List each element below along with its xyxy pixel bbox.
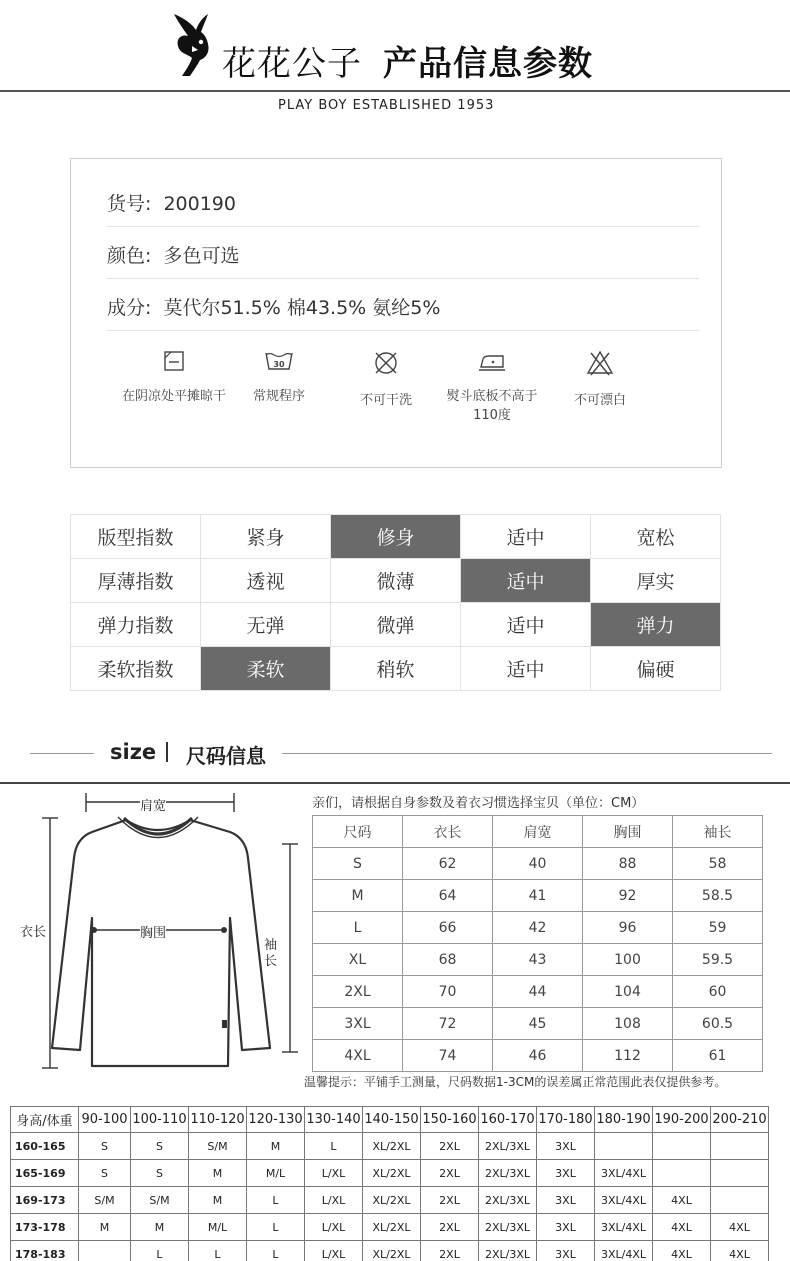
size-chart-cell: 58.5 <box>673 880 763 912</box>
size-chart-cell: 88 <box>583 848 673 880</box>
size-chart-cell: 72 <box>403 1008 493 1040</box>
care-label: 在阴凉处平摊晾干 <box>121 389 226 404</box>
size-chart-row <box>313 1008 763 1040</box>
care-label: 不可漂白 <box>573 393 626 408</box>
recommend-size-cell: L <box>247 1214 305 1241</box>
recommend-header-cell: 180-190 <box>595 1107 653 1133</box>
size-chart-cell: 112 <box>583 1040 673 1072</box>
recommend-size-cell: 3XL <box>537 1133 595 1160</box>
care-item-flat-dry <box>119 349 229 406</box>
recommend-size-cell <box>711 1187 769 1214</box>
size-chart-cell: M <box>313 880 403 912</box>
care-label: 常规程序 <box>252 389 305 404</box>
recommend-size-cell: 4XL <box>653 1187 711 1214</box>
recommend-size-cell: S <box>131 1160 189 1187</box>
recommend-size-cell: 3XL <box>537 1160 595 1187</box>
recommend-size-cell: M <box>189 1187 247 1214</box>
recommend-size-cell: L/XL <box>305 1241 363 1261</box>
recommend-size-cell <box>653 1133 711 1160</box>
size-chart-cell: 60.5 <box>673 1008 763 1040</box>
care-item-no-bleach <box>545 349 655 410</box>
recommend-header-cell: 150-160 <box>421 1107 479 1133</box>
recommend-size-cell: 2XL <box>421 1187 479 1214</box>
recommend-size-cell: 3XL/4XL <box>595 1214 653 1241</box>
size-chart-cell: XL <box>313 944 403 976</box>
size-chart-row <box>313 912 763 944</box>
recommend-size-cell: M <box>131 1214 189 1241</box>
index-option: 透视 <box>201 559 331 603</box>
index-option: 偏硬 <box>591 647 721 691</box>
size-chart-cell: 100 <box>583 944 673 976</box>
index-option: 适中 <box>461 603 591 647</box>
recommend-size-cell: 2XL <box>421 1214 479 1241</box>
size-chart-cell: 92 <box>583 880 673 912</box>
recommend-size-cell: 2XL <box>421 1133 479 1160</box>
recommend-header-cell: 100-110 <box>131 1107 189 1133</box>
recommend-size-cell: M <box>189 1160 247 1187</box>
recommend-header <box>11 1107 769 1133</box>
product-info-box <box>70 158 722 468</box>
recommend-header-cell: 190-200 <box>653 1107 711 1133</box>
recommend-size-cell: M <box>247 1133 305 1160</box>
wash-temperature: 30 <box>273 360 285 369</box>
shirt-outline <box>52 820 270 1066</box>
established-text: PLAY BOY ESTABLISHED 1953 <box>278 98 495 113</box>
index-option-selected: 修身 <box>331 515 461 559</box>
recommend-size-cell: XL/2XL <box>363 1133 421 1160</box>
size-chart-row <box>313 976 763 1008</box>
material-row <box>107 293 699 320</box>
size-chart-cell: 44 <box>493 976 583 1008</box>
recommend-size-cell <box>711 1160 769 1187</box>
recommend-size-cell: S <box>131 1133 189 1160</box>
item-number-row <box>107 189 699 216</box>
size-chart-row <box>313 1040 763 1072</box>
title-line-right <box>282 753 772 754</box>
size-chart-header-cell: 衣长 <box>403 816 493 848</box>
recommend-height-cell: 169-173 <box>11 1187 79 1214</box>
recommend-size-cell: S/M <box>131 1187 189 1214</box>
recommend-header-cell: 身高/体重 <box>11 1107 79 1133</box>
index-row <box>71 647 721 691</box>
index-option: 紧身 <box>201 515 331 559</box>
size-section-title <box>0 734 790 774</box>
size-chart-cell: 59.5 <box>673 944 763 976</box>
recommend-size-cell: S <box>79 1133 131 1160</box>
index-option: 宽松 <box>591 515 721 559</box>
recommend-size-cell: L <box>305 1133 363 1160</box>
size-chart-row <box>313 848 763 880</box>
item-number-value: 200190 <box>163 193 236 215</box>
index-option-selected: 柔软 <box>201 647 331 691</box>
index-option-selected: 弹力 <box>591 603 721 647</box>
recommend-size-cell <box>79 1241 131 1261</box>
length-label: 衣长 <box>20 921 46 940</box>
size-chart-row <box>313 880 763 912</box>
page-title: 产品信息参数 <box>383 44 593 84</box>
recommend-size-cell: L/XL <box>305 1187 363 1214</box>
size-chart-table <box>312 815 763 1072</box>
color-value: 多色可选 <box>163 245 240 267</box>
size-chart-cell: 41 <box>493 880 583 912</box>
no-dry-clean-icon <box>372 349 400 377</box>
size-chart-cell: 68 <box>403 944 493 976</box>
recommend-size-cell: L <box>189 1241 247 1261</box>
recommend-row <box>11 1187 769 1214</box>
recommend-header-cell: 90-100 <box>79 1107 131 1133</box>
recommend-size-cell: 2XL/3XL <box>479 1133 537 1160</box>
flat-dry-shade-icon <box>162 349 186 373</box>
size-chart-header-cell: 袖长 <box>673 816 763 848</box>
size-chart-cell: 45 <box>493 1008 583 1040</box>
size-title-cn: 尺码信息 <box>186 744 266 768</box>
recommend-size-cell: L/XL <box>305 1214 363 1241</box>
recommend-size-cell: 2XL <box>421 1160 479 1187</box>
recommend-size-cell: L <box>247 1241 305 1261</box>
recommend-size-cell: 2XL/3XL <box>479 1241 537 1261</box>
info-divider <box>107 226 699 227</box>
index-label: 厚薄指数 <box>71 559 201 603</box>
recommend-size-cell: 2XL <box>421 1241 479 1261</box>
index-label: 柔软指数 <box>71 647 201 691</box>
title-separator <box>166 742 168 762</box>
recommend-size-cell: 4XL <box>711 1214 769 1241</box>
chest-label: 胸围 <box>140 922 166 941</box>
info-divider <box>107 330 699 331</box>
size-chart-cell: 42 <box>493 912 583 944</box>
recommend-height-cell: 165-169 <box>11 1160 79 1187</box>
recommend-size-cell: XL/2XL <box>363 1214 421 1241</box>
recommend-size-cell: S <box>79 1160 131 1187</box>
recommend-size-cell: L/XL <box>305 1160 363 1187</box>
recommend-size-cell: 3XL <box>537 1241 595 1261</box>
material-label: 成分: <box>107 297 152 319</box>
recommend-size-cell: 4XL <box>711 1241 769 1261</box>
iron-low-icon <box>477 349 507 373</box>
recommend-height-cell: 178-183 <box>11 1241 79 1261</box>
index-option: 稍软 <box>331 647 461 691</box>
care-item-no-dry-clean <box>331 349 441 410</box>
care-item-iron <box>437 349 547 425</box>
recommend-size-cell: S/M <box>79 1187 131 1214</box>
section-divider <box>0 782 790 784</box>
size-title-en: size <box>110 740 157 764</box>
info-divider <box>107 278 699 279</box>
size-chart-cell: L <box>313 912 403 944</box>
care-label: 不可干洗 <box>359 393 412 408</box>
recommend-size-cell <box>653 1160 711 1187</box>
care-item-wash <box>224 349 334 406</box>
recommend-size-cell <box>595 1133 653 1160</box>
size-chart-cell: 66 <box>403 912 493 944</box>
brand-name: 花花公子 <box>222 44 362 84</box>
measurement-tip: 温馨提示：平铺手工测量，尺码数据1-3CM的误差属正常范围此表仅提供参考。 <box>304 1075 727 1089</box>
recommend-size-cell: M/L <box>189 1214 247 1241</box>
size-chart-cell: 62 <box>403 848 493 880</box>
recommend-size-cell: M/L <box>247 1160 305 1187</box>
recommend-header-cell: 140-150 <box>363 1107 421 1133</box>
recommend-row <box>11 1214 769 1241</box>
playboy-bunny-logo-icon <box>168 12 218 82</box>
material-value: 莫代尔51.5% 棉43.5% 氨纶5% <box>163 297 441 319</box>
recommend-header-cell: 120-130 <box>247 1107 305 1133</box>
recommend-header-cell: 130-140 <box>305 1107 363 1133</box>
recommend-row <box>11 1133 769 1160</box>
recommend-row <box>11 1241 769 1261</box>
index-option: 无弹 <box>201 603 331 647</box>
size-chart-cell: 104 <box>583 976 673 1008</box>
recommend-size-cell: 4XL <box>653 1214 711 1241</box>
recommend-size-cell: 2XL/3XL <box>479 1160 537 1187</box>
size-chart-cell: 108 <box>583 1008 673 1040</box>
fit-index-table <box>70 514 721 691</box>
title-line-left <box>30 753 94 754</box>
recommend-size-cell: XL/2XL <box>363 1241 421 1261</box>
shirt-tag <box>222 1020 227 1028</box>
recommend-header-cell: 200-210 <box>711 1107 769 1133</box>
size-chart-cell: 46 <box>493 1040 583 1072</box>
recommend-size-cell: 4XL <box>653 1241 711 1261</box>
size-chart-cell: 70 <box>403 976 493 1008</box>
size-chart-cell: 59 <box>673 912 763 944</box>
recommend-size-cell: 3XL <box>537 1187 595 1214</box>
size-chart-cell: S <box>313 848 403 880</box>
recommend-size-cell <box>711 1133 769 1160</box>
no-bleach-icon <box>585 349 615 377</box>
recommend-size-cell: L <box>131 1241 189 1261</box>
recommend-size-cell: 2XL/3XL <box>479 1187 537 1214</box>
care-label: 熨斗底板不高于110度 <box>446 389 538 423</box>
recommend-header-cell: 160-170 <box>479 1107 537 1133</box>
index-row <box>71 515 721 559</box>
size-chart-header-cell: 胸围 <box>583 816 673 848</box>
recommend-size-cell: M <box>79 1214 131 1241</box>
index-label: 版型指数 <box>71 515 201 559</box>
header-divider <box>0 90 790 92</box>
size-chart-cell: 74 <box>403 1040 493 1072</box>
recommend-size-cell: S/M <box>189 1133 247 1160</box>
recommend-header-cell: 110-120 <box>189 1107 247 1133</box>
size-chart-cell: 61 <box>673 1040 763 1072</box>
recommend-size-cell: 3XL <box>537 1214 595 1241</box>
size-chart-cell: 96 <box>583 912 673 944</box>
recommend-size-cell: 2XL/3XL <box>479 1214 537 1241</box>
size-chart-cell: 4XL <box>313 1040 403 1072</box>
size-chart-cell: 2XL <box>313 976 403 1008</box>
index-option: 微薄 <box>331 559 461 603</box>
wash-30-icon <box>264 349 294 373</box>
index-row <box>71 559 721 603</box>
size-chart-row <box>313 944 763 976</box>
size-chart-cell: 40 <box>493 848 583 880</box>
index-label: 弹力指数 <box>71 603 201 647</box>
size-chart-cell: 64 <box>403 880 493 912</box>
recommend-size-cell: L <box>247 1187 305 1214</box>
recommend-height-cell: 173-178 <box>11 1214 79 1241</box>
recommend-size-cell: 3XL/4XL <box>595 1241 653 1261</box>
recommend-row <box>11 1160 769 1187</box>
recommend-size-cell: 3XL/4XL <box>595 1160 653 1187</box>
index-option: 微弹 <box>331 603 461 647</box>
index-option: 适中 <box>461 647 591 691</box>
size-chart-header-cell: 肩宽 <box>493 816 583 848</box>
item-number-label: 货号: <box>107 193 152 215</box>
size-chart-cell: 58 <box>673 848 763 880</box>
index-option: 适中 <box>461 515 591 559</box>
index-option: 厚实 <box>591 559 721 603</box>
size-chart-cell: 3XL <box>313 1008 403 1040</box>
header <box>0 0 790 120</box>
sleeve-label: 袖长 <box>264 938 280 970</box>
recommend-size-cell: XL/2XL <box>363 1160 421 1187</box>
size-chart-note: 亲们，请根据自身参数及着衣习惯选择宝贝（单位：CM） <box>312 796 645 811</box>
size-chart-cell: 60 <box>673 976 763 1008</box>
recommend-size-cell: 3XL/4XL <box>595 1187 653 1214</box>
recommend-header-cell: 170-180 <box>537 1107 595 1133</box>
size-chart-cell: 43 <box>493 944 583 976</box>
index-row <box>71 603 721 647</box>
color-label: 颜色: <box>107 245 152 267</box>
index-option-selected: 适中 <box>461 559 591 603</box>
size-chart-header <box>313 816 763 848</box>
shoulder-label: 肩宽 <box>140 795 166 814</box>
color-row <box>107 241 699 268</box>
size-recommendation-table <box>10 1106 769 1261</box>
size-chart-header-cell: 尺码 <box>313 816 403 848</box>
recommend-size-cell: XL/2XL <box>363 1187 421 1214</box>
recommend-height-cell: 160-165 <box>11 1133 79 1160</box>
